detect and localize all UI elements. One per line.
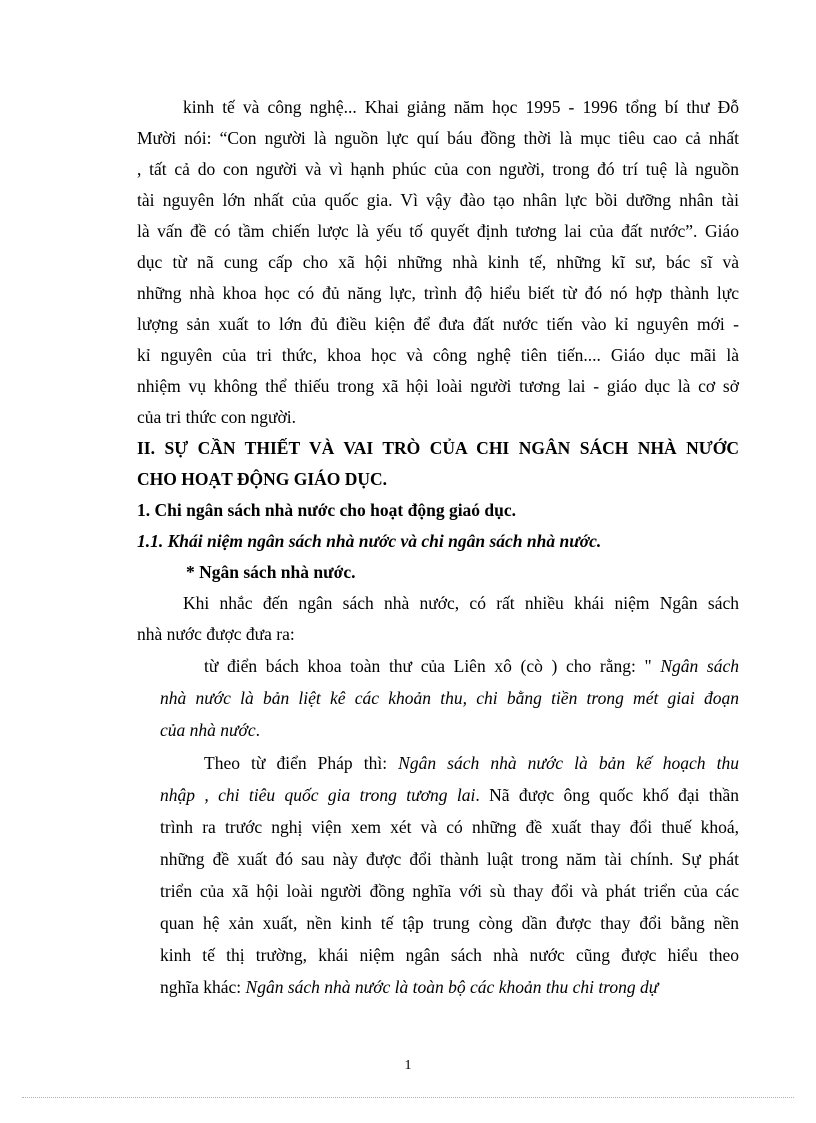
quote1-line-3-tail: . <box>255 720 261 740</box>
quote2-line-6: quan hệ xản xuất, nền kinh tế tập trung còng dần được thay đổi bằng nền <box>160 913 739 933</box>
paragraph1-line-6: dục từ nã cung cấp cho xã hội những nhà kinh tế, những kĩ sư, bác sĩ và <box>137 252 739 272</box>
paragraph1-line-2: Mười nói: “Con người là nguồn lực quí báu đồng thời là mục tiêu cao cả nhất <box>137 128 739 148</box>
subheading-1: 1. Chi ngân sách nhà nước cho hoạt động giaó dục. <box>137 500 517 520</box>
subheading-2: 1.1. Khái niệm ngân sách nhà nước và chi ngân sách nhà nước. <box>137 531 602 551</box>
paragraph1-line-11: của tri thức con người. <box>137 407 296 427</box>
paragraph1-line-1: kinh tế và công nghệ... Khai giảng năm học 1995 - 1996 tổng bí thư Đỗ <box>183 97 739 117</box>
bullet-heading: * Ngân sách nhà nước. <box>186 562 356 582</box>
quote2-line-2-italic: nhập , chi tiêu quốc gia trong tương lai <box>160 785 476 805</box>
quote2-line-3: trình ra trước nghị viện xem xét và có những đề xuất thay đổi thuế khoá, <box>160 817 739 837</box>
section-heading-line-2: CHO HOẠT ĐỘNG GIÁO DỤC. <box>137 469 388 489</box>
paragraph2-line-2: nhà nước được đưa ra: <box>137 624 295 644</box>
page-number: 1 <box>404 1058 412 1073</box>
paragraph1-line-8: lượng sản xuất to lớn đủ điều kiện để đưa đất nước tiến vào kỉ nguyên mới - <box>137 314 739 334</box>
quote1-line-2 <box>160 688 739 708</box>
quote2-line-2-text: . Nã được ông quốc khố đại thần <box>475 785 739 805</box>
quote2-line-1-italic: Ngân sách nhà nước là bản kế hoạch thu <box>398 753 739 773</box>
quote2-line-1-text: Theo từ điển Pháp thì: <box>204 753 399 773</box>
paragraph1-line-3: , tất cả do con người và vì hạnh phúc của con người, trong đó trí tuệ là nguồn <box>137 159 739 179</box>
paragraph1-line-5: là vấn đề có tầm chiến lược là yếu tố quyết định tương lai của đất nước”. Giáo <box>137 221 739 241</box>
quote1-line-3 <box>160 720 739 740</box>
quote1-line-1 <box>204 656 739 676</box>
quote1-line-1-italic: Ngân sách <box>651 656 739 676</box>
section-heading-line-1: II. SỰ CẦN THIẾT VÀ VAI TRÒ CỦA CHI NGÂN SÁCH NHÀ NƯỚC <box>137 438 739 458</box>
quote1-line-3-italic: của nhà nước <box>160 720 256 740</box>
paragraph1-line-4: tài nguyên lớn nhất của quốc gia. Vì vậy đào tạo nhân lực bồi dưỡng nhân tài <box>137 190 739 210</box>
paragraph1-line-7: những nhà khoa học có đủ năng lực, trình độ hiểu biết từ đó nó hợp thành lực <box>137 283 739 303</box>
quote1-line-1-text: từ điển bách khoa toàn thư của Liên xô (cò ) cho rằng: " <box>204 656 652 676</box>
quote2-line-8 <box>160 977 739 997</box>
quote2-line-4: những đề xuất đó sau này được đổi thành luật trong năm tài chính. Sự phát <box>160 849 739 869</box>
paragraph1-line-10: nhiệm vụ không thể thiếu trong xã hội loài người tương lai - giáo dục là cơ sở <box>137 376 739 396</box>
paragraph2-line-1: Khi nhắc đến ngân sách nhà nước, có rất nhiều khái niệm Ngân sách <box>183 593 739 613</box>
quote2-line-5: triển của xã hội loài người đồng nghĩa với sù thay đổi và phát triển của các <box>160 881 739 901</box>
quote2-line-8-text: nghĩa khác: <box>160 977 246 997</box>
quote2-line-7: kinh tế thị trường, khái niệm ngân sách nhà nước cũng được hiểu theo <box>160 945 739 965</box>
quote2-line-2 <box>160 785 739 805</box>
paragraph1-line-9: kỉ nguyên của tri thức, khoa học và công nghệ tiên tiến.... Giáo dục mãi là <box>137 345 739 365</box>
quote1-line-2-italic: nhà nước là bản liệt kê các khoản thu, chi bằng tiền trong mét giai đoạn <box>160 688 739 708</box>
quote2-line-1 <box>204 753 739 773</box>
footer-dotted-rule <box>22 1097 794 1098</box>
quote2-line-8-italic: Ngân sách nhà nước là toàn bộ các khoản thu chi trong dự <box>245 977 659 997</box>
